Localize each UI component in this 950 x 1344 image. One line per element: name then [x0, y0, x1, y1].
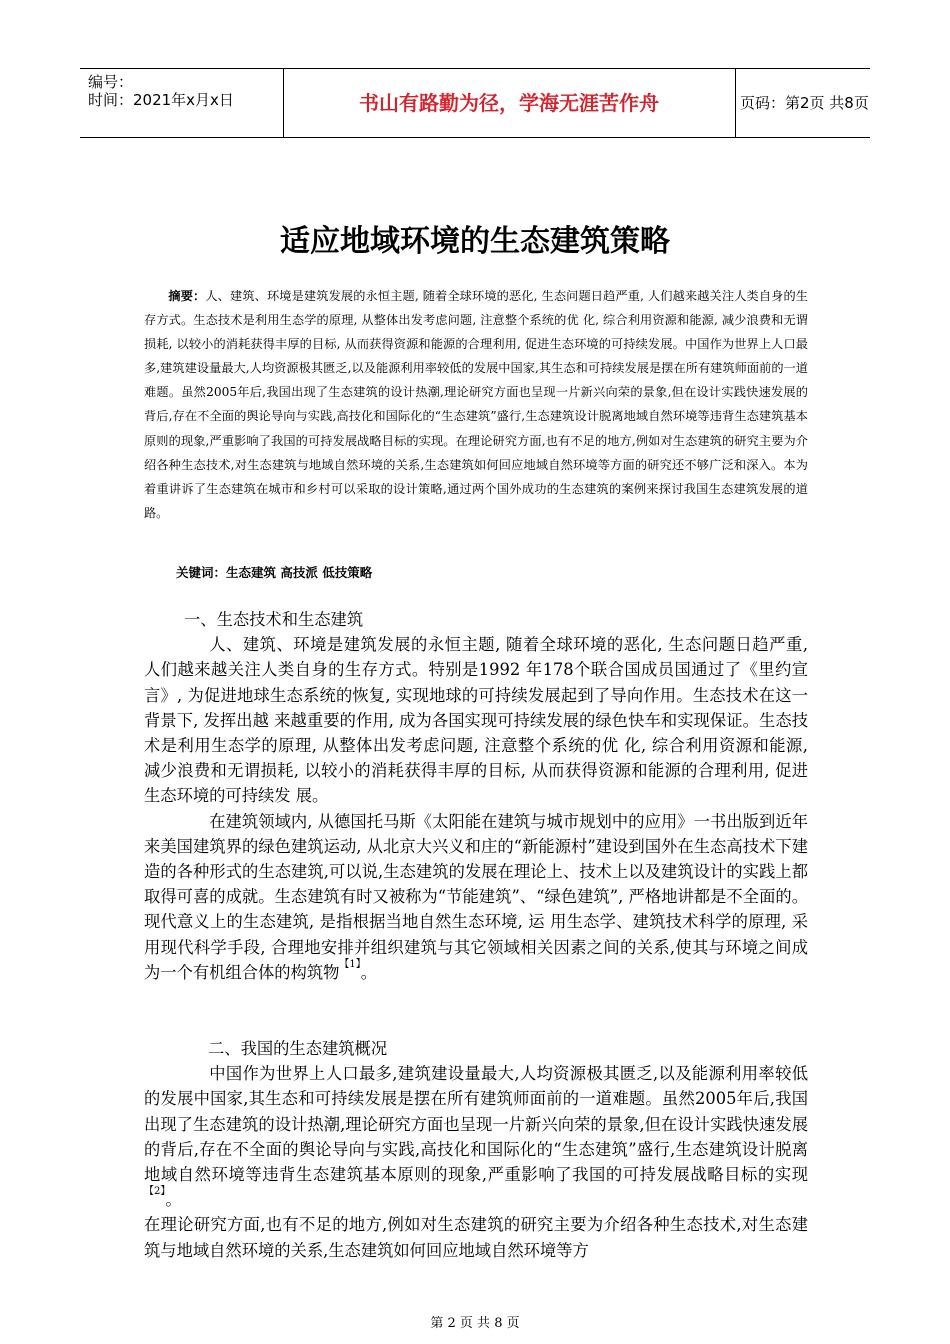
- paragraph: 在理论研究方面,也有不足的地方,例如对生态建筑的研究主要为介绍各种生态技术,对生态建筑与地域自然环境的关系,生态建筑如何回应地域自然环境等方: [144, 1215, 808, 1260]
- header-time: 时间：2021年x月x日: [88, 91, 234, 109]
- section-1: [144, 607, 808, 985]
- header-page-number: 页码：第2页 共8页: [740, 94, 869, 112]
- document-title: 适应地域环境的生态建筑策略: [280, 224, 670, 259]
- header-meta: [80, 69, 283, 137]
- page-header: [80, 68, 870, 138]
- paragraph: [144, 809, 808, 985]
- keywords: 关键词：生态建筑 高技派 低技策略: [176, 565, 373, 580]
- paragraph: [144, 1061, 808, 1212]
- section-1-heading: 一、生态技术和生态建筑: [184, 610, 364, 629]
- paragraph: 人、建筑、环境是建筑发展的永恒主题, 随着全球环境的恶化, 生态问题日趋严重, 人们越来越关注人类自身的生存方式。特别是1992 年178个联合国成员国通过了《里约宣言》, 为促进地球生态系统的恢复, 实现地球的可持续发展起到了导向作用。生态技术在这一背景下, 发挥出越 来越重要的作用, 成为各国实现可持续发展的绿色快车和实现保证。生态技术是利用生态学的原理, 从整体出发考虑问题, 注意整个系统的优 化, 综合利用资源和能源, 减少浪费和无谓损耗, 以较小的消耗获得丰厚的目标, 从而获得资源和能源的合理利用, 促进生态环境的可持续发 展。: [144, 635, 808, 806]
- paragraph-end: 。: [165, 1190, 182, 1210]
- header-divider: [735, 69, 736, 137]
- header-number: 编号：: [88, 73, 134, 91]
- section-2: [144, 1036, 808, 1263]
- abstract-text: 人、建筑、环境是建筑发展的永恒主题, 随着全球环境的恶化, 生态问题日趋严重, 人们越来越关注人类自身的生存方式。生态技术是利用生态学的原理, 从整体出发考虑问题, 注意整个系统的优 化, 综合利用资源和能源, 减少浪费和无谓损耗, 以较小的消耗获得丰厚的目标, 从而获得资源和能源的合理利用, 促进生态环境的可持续发展。中国作为世界上人口最多,建筑建设量最大,人均资源极其匮乏,以及能源利用率较低的发展中国家,其生态和可持续发展是摆在所有建筑师面前的一道难题。虽然2005年后,我国出现了生态建筑的设计热潮,理论研究方面也呈现一片新兴向荣的景象,但在设计实践快速发展的背后,存在不全面的舆论导向与实践,高技化和国际化的“生态建筑”盛行,生态建筑设计脱离地域自然环境等违背生态建筑基本原则的现象,严重影响了我国的可持发展战略目标的实现。在理论研究方面,也有不足的地方,例如对生态建筑的研究主要为介绍各种生态技术,对生态建筑与地域自然环境的关系,生态建筑如何回应地域自然环境等方面的研究还不够广泛和深入。本为着重讲诉了生态建筑在城市和乡村可以采取的设计策略,通过两个国外成功的生态建筑的案例来探讨我国生态建筑发展的道路。: [144, 289, 808, 520]
- citation-2: 【2】: [144, 1186, 166, 1198]
- abstract-label: 摘要：: [168, 289, 206, 303]
- page-footer: 第 2 页 共 8 页: [430, 1316, 520, 1331]
- header-motto: 书山有路勤为径，学海无涯苦作舟: [359, 91, 659, 115]
- abstract: [144, 284, 808, 525]
- paragraph-text: 中国作为世界上人口最多,建筑建设量最大,人均资源极其匮乏,以及能源利用率较低的发展中国家,其生态和可持续发展是摆在所有建筑师面前的一道难题。虽然2005年后,我国出现了生态建筑的设计热潮,理论研究方面也呈现一片新兴向荣的景象,但在设计实践快速发展的背后,存在不全面的舆论导向与实践,高技化和国际化的“生态建筑”盛行,生态建筑设计脱离地域自然环境等违背生态建筑基本原则的现象,严重影响了我国的可持发展战略目标的实现: [144, 1064, 808, 1185]
- paragraph-text: 在建筑领域内, 从德国托马斯《太阳能在建筑与城市规划中的应用》一书出版到近年来美国建筑界的绿色建筑运动, 从北京大兴义和庄的“新能源村”建设到国外在生态高技术下建造的各种形式的生态建筑,可以说,生态建筑的发展在理论上、技术上以及建筑设计的实践上都取得可喜的成就。生态建筑有时又被称为“节能建筑”、“绿色建筑”, 严格地讲都是不全面的。现代意义上的生态建筑, 是指根据当地自然生态环境, 运 用生态学、建筑技术科学的原理, 采用现代科学手段, 合理地安排并组织建筑与其它领域相关因素之间的关系,使其与环境之间成为一个有机组合体的构筑物: [144, 811, 808, 982]
- section-2-heading: 二、我国的生态建筑概况: [208, 1039, 388, 1058]
- citation-1: 【1】: [339, 958, 361, 970]
- paragraph-end: 。: [360, 962, 378, 982]
